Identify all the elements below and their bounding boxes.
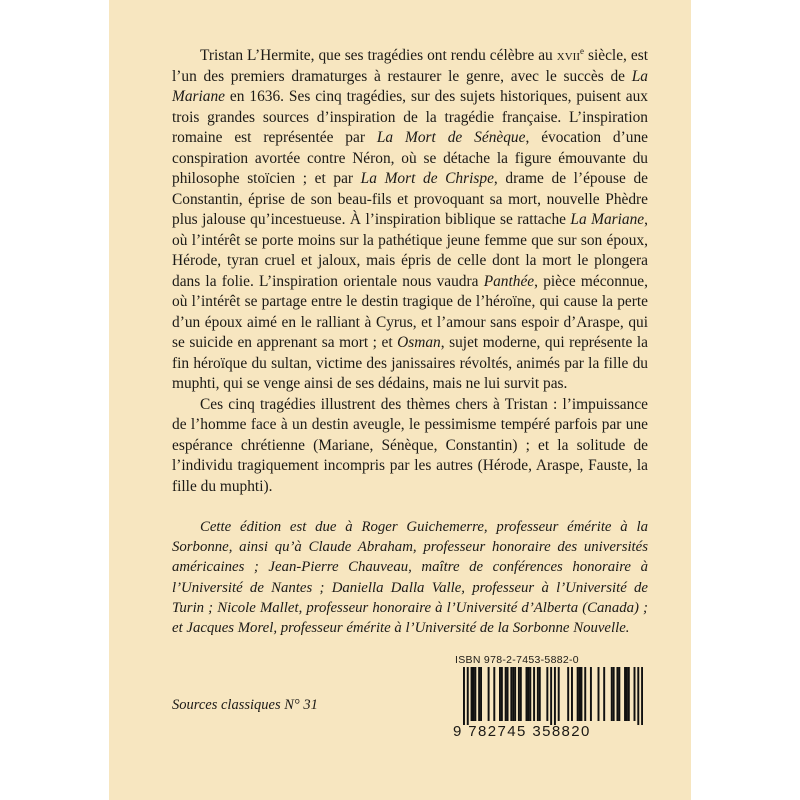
barcode-bar	[537, 667, 539, 721]
barcode-bar	[514, 667, 516, 721]
text-run: Osman	[397, 334, 441, 351]
barcode-bar	[471, 667, 473, 721]
barcode-bar	[567, 667, 569, 721]
text-run: La Mariane	[570, 211, 645, 228]
barcode-bar	[507, 667, 509, 721]
barcode-bar	[493, 667, 495, 721]
barcode-bar	[478, 667, 480, 721]
edition-credits-paragraph: Cette édition est due à Roger Guichemerre, professeur émérite à la Sorbonne, ainsi qu’à Claude Abraham, professeur honoraire des universités américaines ; Jean-Pierre Chauveau, maître de conférences honoraire à l’Université de Nantes ; Daniella Dalla Valle, professeur à l’Université de Turin ; Nicole Mallet, professeur honoraire à l’Université d’Alberta (Canada) ; et Jacques Morel, professeur émérite à l’Université de la Sorbonne Nouvelle.	[172, 519, 648, 637]
barcode-bar	[579, 667, 581, 721]
barcode-bar	[611, 667, 613, 721]
barcode-bar	[618, 667, 620, 721]
description-paragraph-2: Ces cinq tragédies illustrent des thèmes chers à Tristan : l’impuissance de l’homme face à un destin aveugle, le pessimisme tempéré parfois par une espérance chrétienne (Mariane, Sénèque, Constantin) ; et la solitude de l’individu tragiquement incompris par les autres (Hérode, Araspe, Fauste, la fille du muphti).	[172, 395, 648, 495]
barcode-bar	[474, 667, 476, 721]
description-text	[172, 46, 648, 497]
text-run: La Mort de Sénèque	[376, 129, 526, 146]
barcode-bar	[533, 667, 535, 721]
series-label: Sources classiques N° 31	[172, 697, 318, 713]
barcode-bar	[499, 667, 501, 721]
barcode-bar	[554, 667, 556, 725]
barcode-bar	[558, 667, 560, 721]
barcode-bar	[626, 667, 628, 721]
text-run: , évocation d’une conspiration avortée contre Néron, où se détache la figure émouvante du philosophe stoïcien ; et par	[172, 129, 648, 187]
ean-number: 9 782745 358820	[453, 723, 591, 740]
text-run: , sujet moderne, qui représente la fin héroïque du sultan, victime des janissaires révoltés, animés par la fille du muphti, qui se venge ainsi de ses dédains, mais ne lui survit pas.	[172, 334, 648, 392]
barcode-bar	[512, 667, 514, 721]
barcode-bar	[590, 667, 592, 721]
barcode-bar	[637, 667, 639, 725]
barcode-bar	[520, 667, 522, 721]
text-run: La Mariane	[172, 67, 648, 105]
barcode-bar	[529, 667, 531, 721]
text-run: Tristan L’Hermite, que ses tragédies ont rendu célèbre au	[200, 47, 557, 64]
barcode-bar	[571, 667, 573, 721]
text-run: , drame de l’épouse de Constantin, éprise de son beau-fils et provoquant sa mort, nouvelle Phèdre plus jalouse qu’incestueuse. À l’inspiration biblique se rattache	[172, 170, 648, 228]
barcode-bar	[488, 667, 490, 721]
barcode-bar	[526, 667, 528, 721]
barcode-bar	[480, 667, 482, 721]
description-paragraph-1	[172, 46, 648, 395]
barcode-bar	[510, 667, 512, 721]
barcode-bars	[463, 667, 643, 725]
text-run: La Mort de Chrispe	[360, 170, 494, 187]
text-run: siècle, est l’un des premiers dramaturges à restaurer le genre, avec le succès de	[172, 47, 648, 85]
barcode-bar	[467, 667, 469, 725]
back-cover	[109, 0, 691, 800]
text-run: Panthée	[483, 272, 535, 290]
isbn-barcode	[453, 654, 650, 741]
barcode-bar	[580, 667, 582, 721]
barcode-bar	[641, 667, 643, 725]
text-run: , où l’intérêt se porte moins sur la pathétique jeune femme que sur son époux, Hérode, tyran cruel et jaloux, mais épris de celle dont la mort le plongera dans la folie. L’inspiration orientale nous vaudra	[172, 211, 648, 290]
isbn-label: ISBN 978-2-7453-5882-0	[455, 654, 579, 666]
barcode-bar	[472, 667, 474, 721]
barcode-bar	[546, 667, 548, 721]
barcode-bar	[634, 667, 636, 721]
barcode-bar	[501, 667, 503, 721]
text-run: , pièce méconnue, où l’intérêt se partage entre le destin tragique de l’héroïne, qui cause la perte d’un époux aimé en le ralliant à Cyrus, et l’amour sans espoir d’Araspe, qui se suicide en apprenant sa mort ; et	[172, 272, 648, 351]
barcode-bar	[603, 667, 605, 721]
barcode-bar	[613, 667, 615, 721]
barcode-bar	[598, 667, 600, 721]
text-run: xvii	[556, 47, 580, 64]
barcode-bar	[539, 667, 541, 721]
barcode-bar	[550, 667, 552, 725]
edition-credits	[172, 517, 648, 638]
barcode-bar	[527, 667, 529, 721]
barcode-bar	[518, 667, 520, 721]
barcode-bar	[584, 667, 586, 721]
text-run: en 1636. Ses cinq tragédies, sur des sujets historiques, puisent aux trois grandes sources d’inspiration de la tragédie française. L’inspiration romaine est représentée par	[172, 88, 648, 146]
barcode-bar	[616, 667, 618, 721]
barcode-bar	[628, 667, 630, 721]
barcode-bar	[505, 667, 507, 721]
barcode-bar	[624, 667, 626, 721]
barcode-bar	[463, 667, 465, 725]
barcode-bar	[577, 667, 579, 721]
text-run: e	[579, 45, 584, 56]
